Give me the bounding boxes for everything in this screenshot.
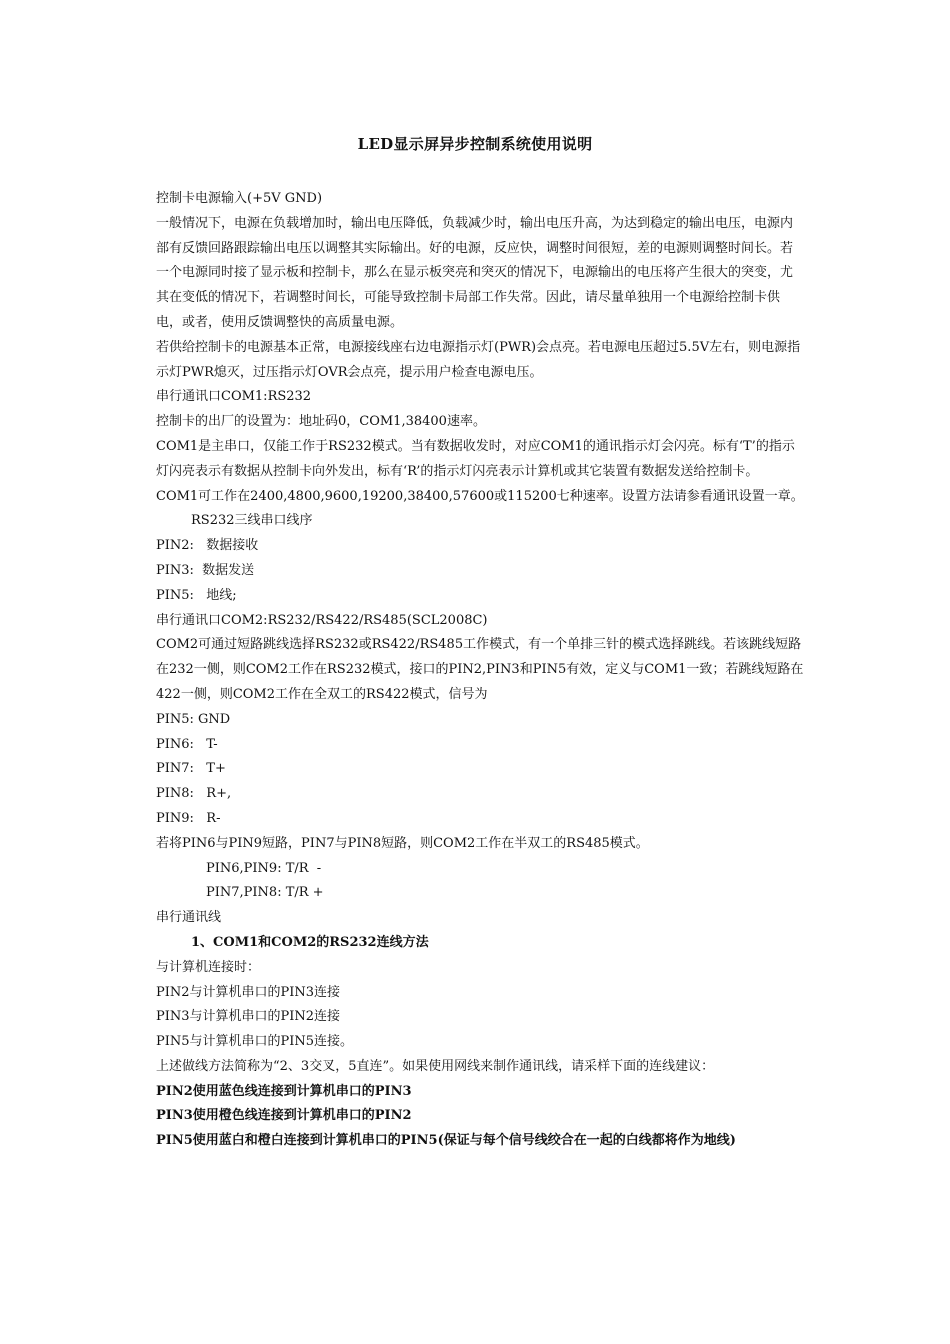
paragraph-rs232-pinout-heading: RS232三线串口线序 [191,513,313,529]
paragraph-rs485-mode: 若将PIN6与PIN9短路，PIN7与PIN8短路，则COM2工作在半双工的RS485模式。 [156,835,649,851]
paragraph-com1-speeds: COM1可工作在2400,4800,9600,19200,38400,57600或115200七种速率。设置方法请参看通讯设置一章。 [156,488,804,504]
paragraph-power-indicator: 若供给控制卡的电源基本正常，电源接线座右边电源指示灯(PWR)会点亮。若电源电压超过5.5V左右，则电源指示灯PWR熄灭，过压指示灯OVR会点亮，提示用户检查电源电压。 [156,339,801,380]
pin-line-pin7-pin8: PIN7,PIN8: T/R + [206,885,324,901]
paragraph-factory-settings: 控制卡的出厂的设置为：地址码0，COM1,38400速率。 [156,414,486,430]
paragraph-com2-description: COM2可通过短路跳线选择RS232或RS422/RS485工作模式，有一个单排三针的模式选择跳线。若该跳线短路在232一侧，则COM2工作在RS232模式，接口的PIN2,PIN3和PIN5有效，定义与COM1一致；若跳线短路在422一侧，则COM2工作在全双工的RS422模式，信号为 [156,637,804,702]
pin-line-pin6: PIN6: T- [156,736,218,752]
pin-line-pin5: PIN5: 地线; [156,587,237,603]
network-wiring-pin3: PIN3使用橙色线连接到计算机串口的PIN2 [156,1108,412,1124]
wiring-line-pin2: PIN2与计算机串口的PIN3连接 [156,984,341,1000]
network-wiring-pin5: PIN5使用蓝白和橙白连接到计算机串口的PIN5(保证与每个信号线绞合在一起的白线都将作为地线) [156,1133,736,1149]
pin-line-pin8: PIN8: R+, [156,786,232,802]
pin-line-pin7: PIN7: T+ [156,761,226,777]
pin-line-pin6-pin9: PIN6,PIN9: T/R - [206,860,322,876]
pin-line-pin9: PIN9: R- [156,810,221,826]
document-title: LED显示屏异步控制系统使用说明 [357,135,593,153]
paragraph-power-general: 一般情况下，电源在负载增加时，输出电压降低，负载减少时，输出电压升高，为达到稳定的输出电压，电源内部有反馈回路跟踪输出电压以调整其实际输出。好的电源，反应快，调整时间很短，差的电源则调整时间长。若一个电源同时接了显示板和控制卡，那么在显示板突亮和突灭的情况下，电源输出的电压将产生很大的突变，尤其在变低的情况下，若调整时间长，可能导致控制卡局部工作失常。因此，请尽量单独用一个电源给控制卡供电，或者，使用反馈调整快的高质量电源。 [156,215,794,330]
paragraph-pc-connection: 与计算机连接时： [156,959,261,975]
paragraph-rs232-wiring-heading: 1、COM1和COM2的RS232连线方法 [191,934,429,950]
paragraph-com1-heading: 串行通讯口COM1:RS232 [156,389,312,405]
paragraph-power-heading: 控制卡电源输入(+5V GND) [156,191,323,206]
document-body [156,187,804,1154]
pin-line-pin3: PIN3: 数据发送 [156,562,255,578]
wiring-line-pin5: PIN5与计算机串口的PIN5连接。 [156,1034,354,1050]
paragraph-wiring-summary: 上述做线方法简称为“2、3交叉，5直连”。如果使用网线来制作通讯线，请采样下面的连线建议： [156,1058,715,1074]
pin-line-pin2: PIN2: 数据接收 [156,538,259,554]
paragraph-com1-description: COM1是主串口，仅能工作于RS232模式。当有数据收发时，对应COM1的通讯指示灯会闪亮。标有‘T’的指示灯闪亮表示有数据从控制卡向外发出，标有‘R’的指示灯闪亮表示计算机或其它装置有数据发送给控制卡。 [156,438,795,479]
paragraph-serial-cable-heading: 串行通讯线 [156,910,222,926]
network-wiring-pin2: PIN2使用蓝色线连接到计算机串口的PIN3 [156,1083,412,1099]
paragraph-com2-heading: 串行通讯口COM2:RS232/RS422/RS485(SCL2008C) [156,612,488,628]
pin-line-pin5-gnd: PIN5: GND [156,711,231,727]
wiring-line-pin3: PIN3与计算机串口的PIN2连接 [156,1009,341,1025]
